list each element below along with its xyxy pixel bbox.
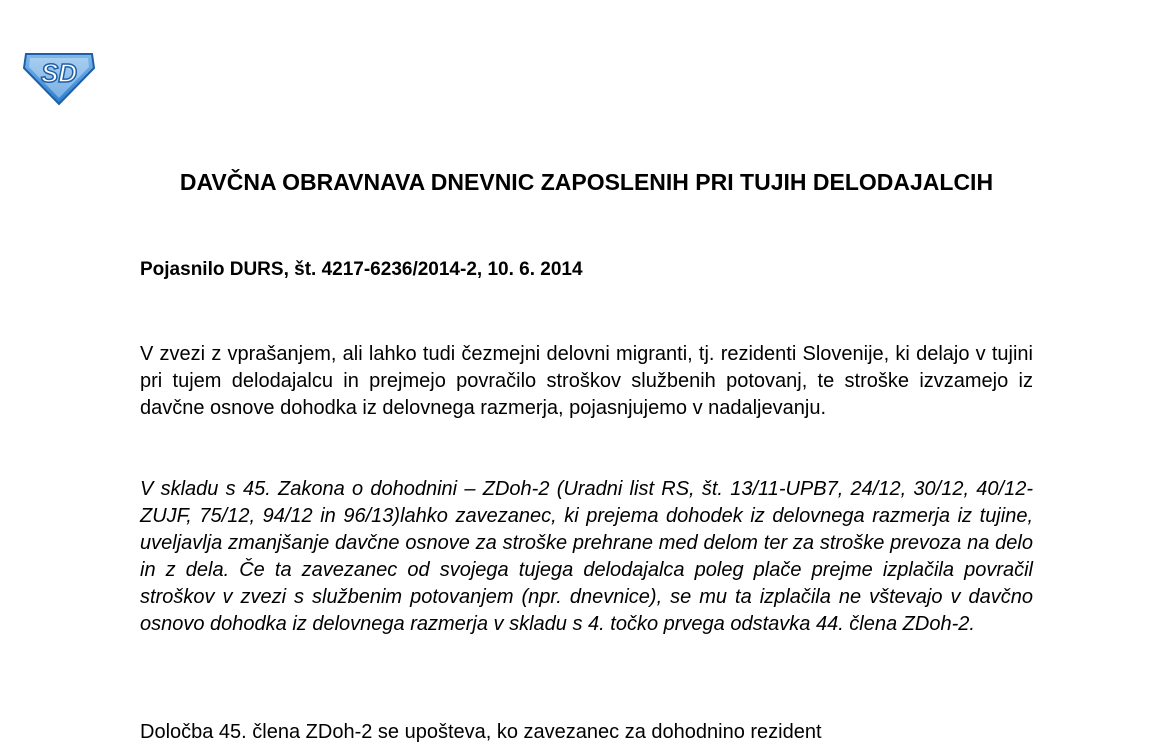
document-title: DAVČNA OBRAVNAVA DNEVNIC ZAPOSLENIH PRI TUJIH DELODAJALCIH (179, 169, 994, 195)
paragraph-law-quote: V skladu s 45. Zakona o dohodnini – ZDoh-2 (Uradni list RS, št. 13/11-UPB7, 24/12, 30/12, 40/12- ZUJF, 75/12, 94/12 in 96/13)lahko zavezanec, ki prejema dohodek iz delovnega razmerja iz tujine, uveljavlja zmanjšanje davčne osnove za stroške prehrane med delom ter za stroške prevoza na delo in z dela. Če ta zavezanec od svojega tujega delodajalca poleg plače prejme izplačila povračil stroškov v zvezi s službenim potovanjem (npr. dnevnice), se mu ta izplačila ne vštevajo v davčno osnovo dohodka iz delovnega razmerja v skladu s 4. točko prvega odstavka 44. člena ZDoh-2. (140, 478, 1033, 635)
paragraph-provision: Določba 45. člena ZDoh-2 se upošteva, ko zavezanec za dohodnino rezident (140, 721, 822, 743)
sd-logo-icon (22, 50, 96, 106)
paragraph-intro: V zvezi z vprašanjem, ali lahko tudi čezmejni delovni migranti, tj. rezidenti Slovenije, ki delajo v tujini pri tujem delodajalcu in prejmejo povračilo stroškov službenih potovanj, te stroške izvzamejo iz davčne osnove dohodka iz delovnega razmerja, pojasnjujemo v nadaljevanju. (140, 343, 1033, 419)
logo-text: SD (40, 58, 78, 88)
document-source: Pojasnilo DURS, št. 4217-6236/2014-2, 10. 6. 2014 (140, 259, 583, 280)
